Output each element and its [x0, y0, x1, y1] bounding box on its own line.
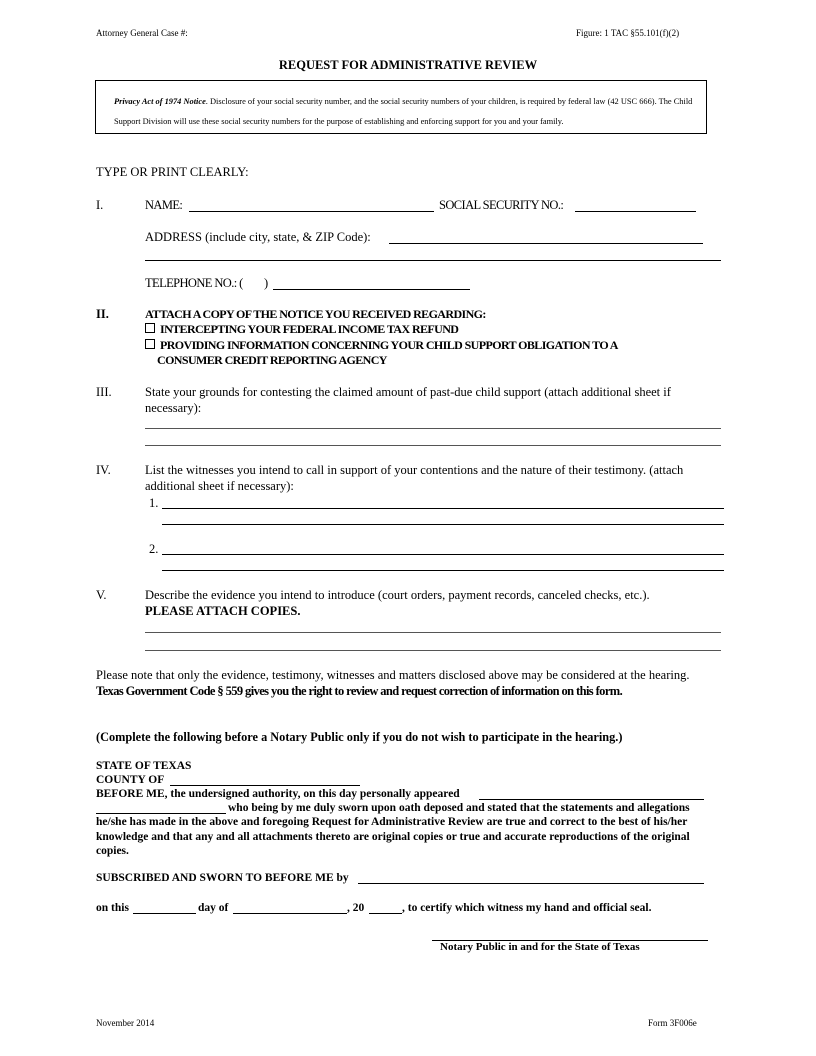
address-field-line2[interactable] — [145, 260, 721, 261]
county-field[interactable] — [170, 785, 360, 786]
on-this-label: on this — [96, 902, 129, 914]
month-field[interactable] — [233, 913, 347, 914]
section3-numeral: III. — [96, 385, 112, 399]
grounds-field-line1[interactable] — [145, 428, 721, 429]
witness2-field[interactable] — [162, 554, 724, 555]
section1-numeral: I. — [96, 198, 104, 212]
section2-numeral: II. — [96, 307, 109, 321]
option-credit-agency-label: PROVIDING INFORMATION CONCERNING YOUR CHILD SUPPORT OBLIGATION TO A — [160, 338, 618, 352]
witness2-field-line2[interactable] — [162, 570, 724, 571]
page-title: REQUEST FOR ADMINISTRATIVE REVIEW — [278, 58, 538, 72]
certify-text: , to certify which witness my hand and official seal. — [402, 902, 652, 914]
tax-refund-checkbox[interactable] — [145, 323, 155, 333]
county-label: COUNTY OF — [96, 774, 165, 786]
privacy-notice — [114, 92, 694, 132]
privacy-heading: Privacy Act of 1974 Notice — [114, 97, 206, 106]
day-field[interactable] — [133, 913, 196, 914]
affidavit-text: he/she has made in the above and foregoing Request for Administrative Review are true and correct to the best of his/her knowledge and that any and all attachments thereto are original copies or true and accurate reproductions of the original copies. — [96, 816, 690, 857]
before-me-text: BEFORE ME, the undersigned authority, on this day personally appeared — [96, 788, 460, 800]
option-credit-agency-line2: CONSUMER CREDIT REPORTING AGENCY — [157, 353, 387, 367]
telephone-paren: ) — [264, 276, 269, 290]
witness1-number: 1. — [149, 496, 159, 510]
section3-text: State your grounds for contesting the claimed amount of past-due child support (attach additional sheet if necessary): — [145, 385, 671, 415]
name-label: NAME: — [145, 198, 183, 212]
option-credit-agency — [145, 338, 618, 353]
state-of-texas: STATE OF TEXAS — [96, 760, 192, 772]
footer-form-number: Form 3F006e — [648, 1018, 697, 1028]
section2-heading: ATTACH A COPY OF THE NOTICE YOU RECEIVED REGARDING: — [145, 307, 486, 321]
credit-agency-checkbox[interactable] — [145, 339, 155, 349]
section5-numeral: V. — [96, 588, 107, 602]
telephone-field[interactable] — [273, 289, 470, 290]
evidence-note — [96, 667, 696, 699]
subscribed-label: SUBSCRIBED AND SWORN TO BEFORE ME by — [96, 872, 349, 884]
evidence-field-line2[interactable] — [145, 650, 721, 651]
ssn-field[interactable] — [575, 211, 696, 212]
witness1-field-line2[interactable] — [162, 524, 724, 525]
subscribed-by-field[interactable] — [358, 883, 704, 884]
telephone-label: TELEPHONE NO.: ( — [145, 276, 243, 290]
witness1-field[interactable] — [162, 508, 724, 509]
gov-code-note: Texas Government Code § 559 gives you the right to review and request correction of information on this form. — [96, 684, 623, 698]
figure-reference: Figure: 1 TAC §55.101(f)(2) — [576, 28, 680, 38]
evidence-note-text: Please note that only the evidence, testimony, witnesses and matters disclosed above may be considered at the hearing. — [96, 668, 690, 682]
instruction: TYPE OR PRINT CLEARLY: — [96, 165, 249, 179]
year-prefix: , 20 — [347, 902, 365, 914]
affidavit-line1: who being by me duly sworn upon oath deposed and stated that the statements and allegations — [228, 802, 690, 814]
section5-text: Describe the evidence you intend to introduce (court orders, payment records, canceled checks, etc.). — [145, 588, 650, 602]
evidence-field-line1[interactable] — [145, 632, 721, 633]
privacy-notice-box — [95, 80, 707, 134]
name-field[interactable] — [189, 211, 434, 212]
affiant-name-field[interactable] — [96, 813, 226, 814]
option-tax-refund-label: INTERCEPTING YOUR FEDERAL INCOME TAX REFUND — [160, 322, 459, 336]
section5-attach-copies: PLEASE ATTACH COPIES. — [145, 604, 301, 618]
day-of-label: day of — [198, 902, 229, 914]
grounds-field-line2[interactable] — [145, 445, 721, 446]
footer-date: November 2014 — [96, 1018, 155, 1028]
section4-numeral: IV. — [96, 463, 111, 477]
notary-signature-label: Notary Public in and for the State of Texas — [440, 941, 640, 953]
option-tax-refund — [145, 322, 458, 337]
appeared-name-field[interactable] — [479, 799, 704, 800]
case-number-label: Attorney General Case #: — [96, 28, 188, 38]
ssn-label: SOCIAL SECURITY NO.: — [439, 198, 564, 212]
address-field[interactable] — [389, 243, 703, 244]
notary-instruction: (Complete the following before a Notary Public only if you do not wish to participate in the hearing.) — [96, 730, 623, 744]
year-field[interactable] — [369, 913, 402, 914]
privacy-text: . Disclosure of your social security number, and the social security numbers of your children, is required by federal law (42 USC 666). The Child Support Division will use these social security numbers for the purpose of establishing and enforcing support for you and your family. — [114, 97, 693, 126]
address-label: ADDRESS (include city, state, & ZIP Code): — [145, 230, 371, 244]
section4-text: List the witnesses you intend to call in support of your contentions and the nature of their testimony. (attach additional sheet if necessary): — [145, 463, 684, 493]
witness2-number: 2. — [149, 542, 159, 556]
